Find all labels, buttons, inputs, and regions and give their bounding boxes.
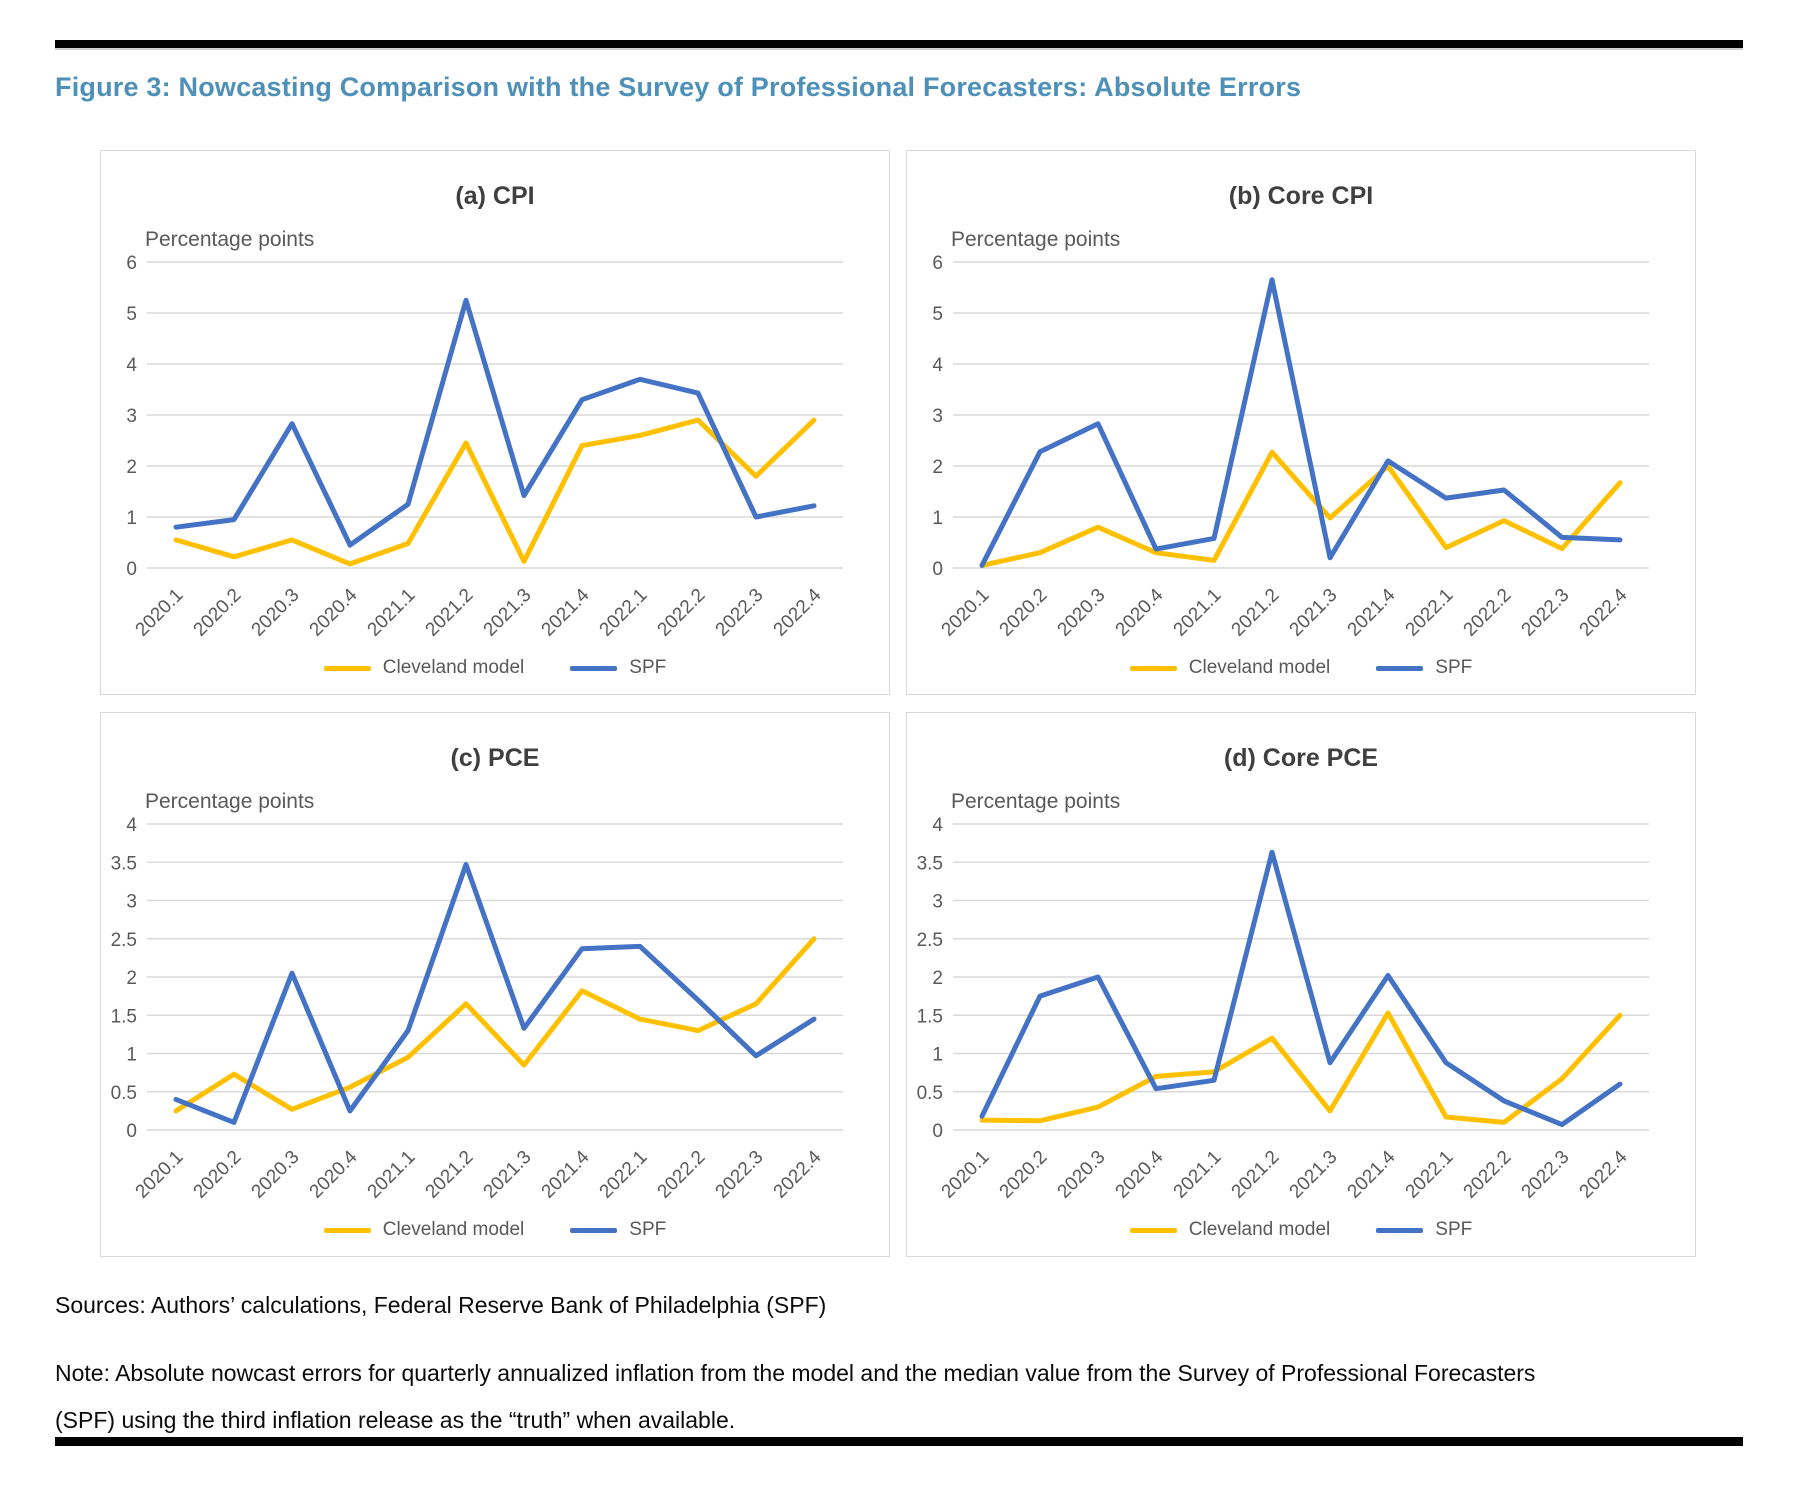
y-tick-label: 0 (932, 1121, 943, 1142)
legend-item-cleveland-model (1130, 657, 1331, 679)
y-tick-label: 1 (126, 1044, 137, 1066)
x-tick-label: 2020.2 (189, 584, 246, 641)
chart-panel-core-cpi (906, 150, 1696, 695)
legend-swatch-cleveland-model (324, 1228, 371, 1233)
chart-canvas (101, 713, 889, 1256)
x-tick-label: 2021.1 (1169, 1146, 1226, 1203)
x-tick-label: 2021.3 (1285, 1146, 1342, 1203)
x-tick-label: 2021.1 (363, 584, 420, 641)
x-tick-label: 2020.2 (995, 584, 1052, 641)
series-line-cleveland-model (982, 1013, 1620, 1122)
legend-label-cleveland-model: Cleveland model (1188, 1219, 1331, 1240)
y-tick-label: 2.5 (916, 929, 943, 951)
series-line-spf (176, 865, 814, 1123)
y-tick-label: 3 (126, 891, 137, 913)
y-tick-label: 2 (126, 457, 137, 478)
x-tick-label: 2020.4 (1111, 1146, 1168, 1203)
chart-panel-pce (100, 712, 890, 1257)
y-tick-label: 0 (932, 559, 943, 580)
chart-canvas (907, 151, 1695, 694)
legend-label-cleveland-model: Cleveland model (382, 1219, 525, 1240)
y-tick-label: 5 (126, 304, 137, 325)
y-tick-label: 4 (126, 815, 137, 836)
x-tick-label: 2022.2 (653, 584, 710, 641)
legend (907, 1218, 1695, 1242)
legend (907, 656, 1695, 680)
x-tick-label: 2020.4 (305, 584, 362, 641)
x-tick-label: 2022.1 (595, 584, 652, 641)
x-tick-label: 2020.3 (1053, 584, 1110, 641)
x-tick-label: 2021.3 (1285, 584, 1342, 641)
x-tick-label: 2022.1 (595, 1146, 652, 1203)
note-text (55, 1350, 1715, 1444)
x-tick-label: 2022.1 (1401, 584, 1458, 641)
x-tick-label: 2020.3 (247, 1146, 304, 1203)
legend-swatch-spf (570, 666, 617, 671)
legend (101, 1218, 889, 1242)
series-line-spf (176, 300, 814, 545)
chart-plot-area (907, 713, 1695, 1256)
note-line-1: Note: Absolute nowcast errors for quarterly annualized inflation from the model and the median value from the Survey of Professional Forecasters (55, 1360, 1536, 1386)
x-tick-label: 2022.3 (1517, 1146, 1574, 1203)
legend-label-spf: SPF (1435, 657, 1473, 678)
y-tick-label: 1 (932, 1044, 943, 1066)
x-tick-label: 2021.1 (1169, 584, 1226, 641)
y-tick-label: 4 (126, 355, 137, 376)
y-tick-label: 0.5 (916, 1082, 943, 1104)
legend-item-spf (1376, 1219, 1472, 1241)
legend-swatch-spf (570, 1228, 617, 1233)
top-rule (55, 40, 1743, 50)
y-tick-label: 2 (126, 968, 137, 989)
x-tick-label: 2020.1 (937, 584, 994, 641)
x-tick-label: 2021.4 (537, 1146, 594, 1203)
y-tick-label: 6 (126, 253, 137, 274)
legend-item-spf (570, 1219, 666, 1241)
x-tick-label: 2020.2 (995, 1146, 1052, 1203)
y-tick-label: 2.5 (110, 929, 137, 951)
y-tick-label: 4 (932, 815, 943, 836)
x-tick-label: 2021.2 (421, 584, 478, 641)
x-tick-label: 2022.2 (1459, 1146, 1516, 1203)
legend-item-cleveland-model (324, 1219, 525, 1241)
legend-label-cleveland-model: Cleveland model (382, 657, 525, 678)
figure-title: Figure 3: Nowcasting Comparison with the Survey of Professional Forecasters: Absolute Errors (55, 72, 1302, 102)
legend-swatch-cleveland-model (1130, 666, 1177, 671)
series-line-spf (982, 280, 1620, 566)
legend-label-spf: SPF (1435, 1219, 1473, 1240)
chart-plot-area (907, 151, 1695, 694)
x-tick-label: 2021.4 (1343, 584, 1400, 641)
chart-title: (b) Core CPI (1228, 182, 1374, 210)
legend (101, 656, 889, 680)
chart-canvas (907, 713, 1695, 1256)
sources-text: Sources: Authors’ calculations, Federal Reserve Bank of Philadelphia (SPF) (55, 1292, 827, 1318)
y-tick-label: 2 (932, 457, 943, 478)
x-tick-label: 2022.1 (1401, 1146, 1458, 1203)
chart-panel-cpi (100, 150, 890, 695)
chart-panel-core-pce (906, 712, 1696, 1257)
y-tick-label: 1 (126, 508, 137, 529)
x-tick-label: 2022.4 (1575, 1146, 1632, 1203)
legend-item-spf (1376, 657, 1472, 679)
x-tick-label: 2021.3 (479, 1146, 536, 1203)
series-line-spf (982, 852, 1620, 1124)
x-tick-label: 2021.4 (537, 584, 594, 641)
y-tick-label: 6 (932, 253, 943, 274)
chart-canvas (101, 151, 889, 694)
legend-item-cleveland-model (1130, 1219, 1331, 1241)
unit-label: Percentage points (951, 790, 1121, 813)
y-tick-label: 2 (932, 968, 943, 989)
bottom-rule (55, 1437, 1743, 1446)
x-tick-label: 2020.4 (1111, 584, 1168, 641)
y-tick-label: 1.5 (110, 1006, 137, 1028)
y-tick-label: 4 (932, 355, 943, 376)
x-tick-label: 2021.4 (1343, 1146, 1400, 1203)
x-tick-label: 2020.1 (937, 1146, 994, 1203)
unit-label: Percentage points (145, 790, 315, 813)
x-tick-label: 2021.2 (421, 1146, 478, 1203)
x-tick-label: 2021.2 (1227, 584, 1284, 641)
legend-swatch-cleveland-model (1130, 1228, 1177, 1233)
x-tick-label: 2021.1 (363, 1146, 420, 1203)
y-tick-label: 5 (932, 304, 943, 325)
x-tick-label: 2022.2 (1459, 584, 1516, 641)
x-tick-label: 2021.2 (1227, 1146, 1284, 1203)
chart-title: (a) CPI (455, 182, 535, 210)
y-tick-label: 3 (126, 406, 137, 427)
unit-label: Percentage points (951, 228, 1121, 251)
legend-swatch-spf (1376, 1228, 1423, 1233)
x-tick-label: 2020.1 (131, 1146, 188, 1203)
legend-label-spf: SPF (629, 1219, 667, 1240)
note-line-2: (SPF) using the third inflation release as the “truth” when available. (55, 1407, 736, 1433)
chart-plot-area (101, 713, 889, 1256)
y-tick-label: 3 (932, 891, 943, 913)
y-tick-label: 0 (126, 1121, 137, 1142)
y-tick-label: 0.5 (110, 1082, 137, 1104)
unit-label: Percentage points (145, 228, 315, 251)
legend-swatch-cleveland-model (324, 666, 371, 671)
x-tick-label: 2021.3 (479, 584, 536, 641)
y-tick-label: 3 (932, 406, 943, 427)
chart-plot-area (101, 151, 889, 694)
x-tick-label: 2022.3 (711, 1146, 768, 1203)
x-tick-label: 2022.4 (769, 1146, 826, 1203)
y-tick-label: 3.5 (916, 853, 943, 875)
x-tick-label: 2020.1 (131, 584, 188, 641)
x-tick-label: 2020.3 (1053, 1146, 1110, 1203)
legend-item-spf (570, 657, 666, 679)
x-tick-label: 2022.2 (653, 1146, 710, 1203)
x-tick-label: 2020.2 (189, 1146, 246, 1203)
legend-item-cleveland-model (324, 657, 525, 679)
x-tick-label: 2022.3 (711, 584, 768, 641)
y-tick-label: 0 (126, 559, 137, 580)
y-tick-label: 3.5 (110, 853, 137, 875)
chart-title: (d) Core PCE (1223, 744, 1379, 772)
x-tick-label: 2022.3 (1517, 584, 1574, 641)
x-tick-label: 2020.4 (305, 1146, 362, 1203)
y-tick-label: 1 (932, 508, 943, 529)
x-tick-label: 2020.3 (247, 584, 304, 641)
x-tick-label: 2022.4 (1575, 584, 1632, 641)
chart-title: (c) PCE (450, 744, 540, 772)
legend-swatch-spf (1376, 666, 1423, 671)
legend-label-spf: SPF (629, 657, 667, 678)
y-tick-label: 1.5 (916, 1006, 943, 1028)
x-tick-label: 2022.4 (769, 584, 826, 641)
legend-label-cleveland-model: Cleveland model (1188, 657, 1331, 678)
